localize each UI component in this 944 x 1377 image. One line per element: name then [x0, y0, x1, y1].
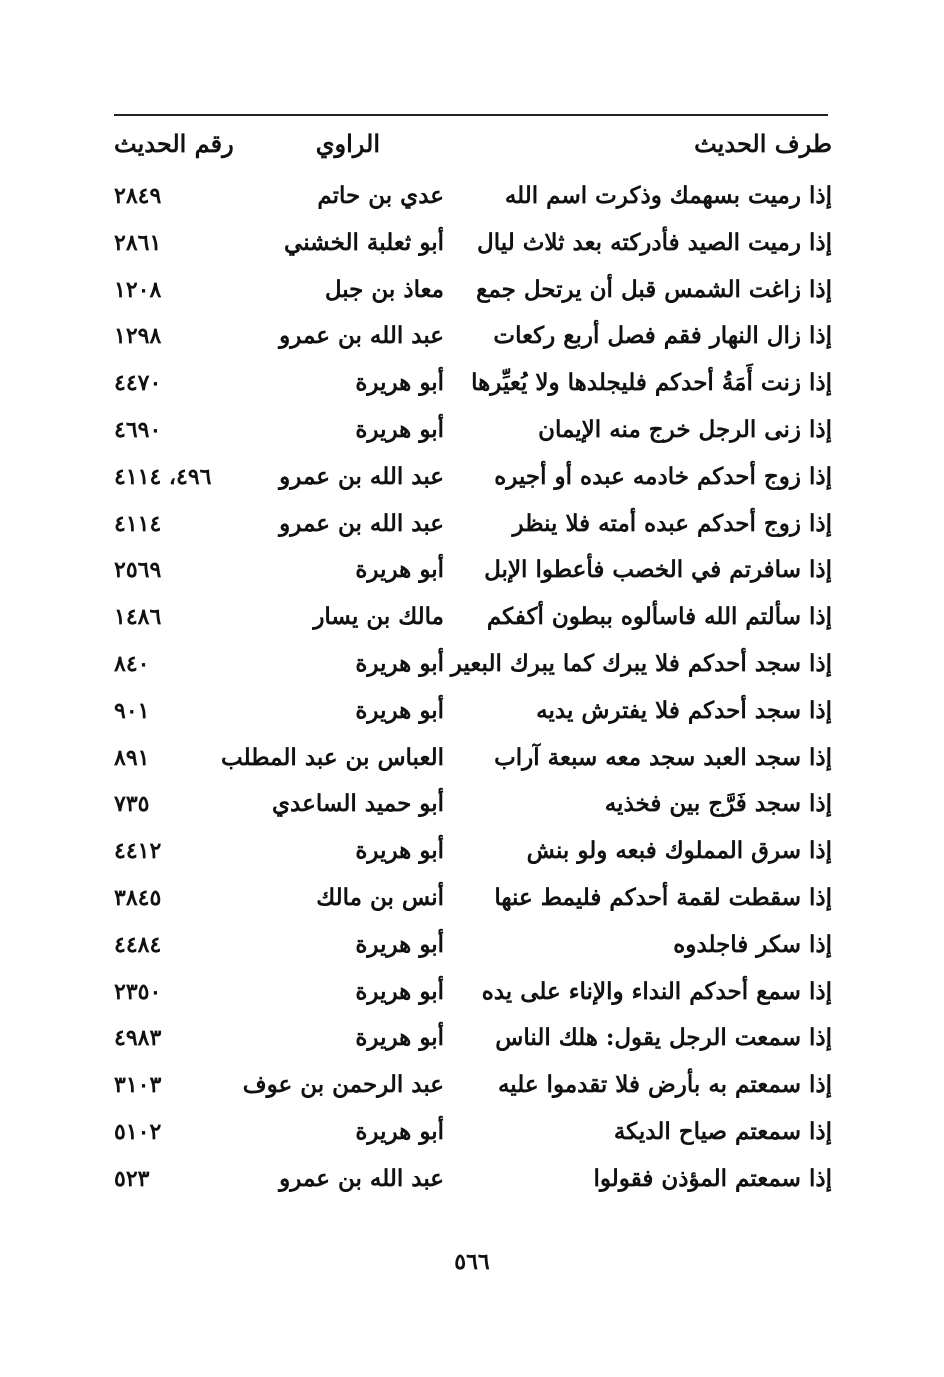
- table-row: [114, 925, 832, 965]
- table-row: [114, 878, 832, 918]
- hadith-number: ١٢٠٨: [114, 276, 162, 303]
- narrator: أبو هريرة: [355, 696, 444, 724]
- page-number: ٥٦٦: [454, 1249, 490, 1275]
- hadith-text: إذا رميت بسهمك وذكرت اسم الله: [504, 182, 832, 209]
- narrator: أبو هريرة: [355, 1118, 444, 1145]
- hadith-text: إذا سمعت الرجل يقول: هلك الناس: [495, 1024, 832, 1052]
- hadith-text: إذا سمعتم المؤذن فقولوا: [593, 1164, 832, 1192]
- table-row: [114, 176, 832, 216]
- hadith-number: ٧٣٥: [114, 791, 150, 818]
- table-row: [114, 644, 832, 684]
- table-row: [114, 270, 832, 310]
- hadith-number: ٨٤٠: [114, 651, 150, 677]
- table-row: [114, 1065, 832, 1105]
- table-row: [114, 597, 832, 637]
- hadith-text: إذا سجد العبد سجد معه سبعة آراب: [494, 743, 832, 771]
- hadith-text: إذا سقطت لقمة أحدكم فليمط عنها: [494, 884, 832, 911]
- hadith-text: إذا سألتم الله فاسألوه ببطون أكفكم: [486, 603, 832, 631]
- narrator: عبد الله بن عمرو: [279, 322, 444, 350]
- hadith-text: إذا سرق المملوك فبعه ولو بنش: [526, 837, 832, 865]
- hadith-text: إذا زوج أحدكم عبده أمته فلا ينظر: [512, 509, 832, 537]
- hadith-text: إذا سمع أحدكم النداء والإناء على يده: [481, 977, 832, 1005]
- narrator-header: الراوي: [315, 129, 380, 158]
- table-row: [114, 410, 832, 450]
- narrator: معاذ بن جبل: [324, 275, 444, 303]
- table-row: [114, 831, 832, 871]
- hadith-number: ٣٨٤٥: [114, 885, 162, 911]
- hadith-text: إذا سكر فاجلدوه: [673, 930, 832, 958]
- table-row: [114, 316, 832, 356]
- table-row: [114, 691, 832, 731]
- narrator: أنس بن مالك: [316, 884, 444, 911]
- narrator: أبو هريرة: [355, 556, 444, 584]
- hadith-text: إذا زوج أحدكم خادمه عبده أو أجيره: [494, 462, 832, 490]
- narrator: أبو هريرة: [355, 837, 444, 865]
- narrator: عبد الله بن عمرو: [279, 462, 444, 490]
- narrator: أبو ثعلبة الخشني: [284, 228, 444, 256]
- hadith-text-header: طرف الحديث: [694, 129, 832, 158]
- narrator: مالك بن يسار: [313, 603, 444, 631]
- hadith-text: إذا زنى الرجل خرج منه الإيمان: [538, 416, 832, 443]
- table-row: [114, 457, 832, 497]
- hadith-number: ٢٣٥٠: [114, 978, 162, 1005]
- narrator: عدي بن حاتم: [317, 182, 444, 209]
- hadith-number: ٤٩٦، ٤١١٤: [114, 463, 212, 490]
- hadith-number: ٢٨٤٩: [114, 183, 162, 209]
- hadith-text: إذا زاغت الشمس قبل أن يرتحل جمع: [476, 275, 832, 303]
- narrator: أبو هريرة: [355, 930, 444, 958]
- table-row: [114, 550, 832, 590]
- hadith-number: ٥١٠٢: [114, 1119, 162, 1145]
- narrator: عبد الرحمن بن عوف: [242, 1071, 444, 1099]
- hadith-number: ١٤٨٦: [114, 604, 162, 631]
- hadith-number: ٤٤٨٤: [114, 931, 162, 958]
- table-row: [114, 738, 832, 778]
- hadith-text: إذا سجد أحدكم فلا يفترش يديه: [536, 696, 832, 724]
- hadith-text: إذا رميت الصيد فأدركته بعد ثلاث ليال: [477, 228, 832, 256]
- hadith-number: ٤٤١٢: [114, 838, 162, 865]
- hadith-number-header: رقم الحديث: [114, 129, 234, 158]
- table-row: [114, 1018, 832, 1058]
- table-row: [114, 784, 832, 824]
- hadith-number: ٤٦٩٠: [114, 417, 162, 443]
- hadith-number: ٤٩٨٣: [114, 1025, 162, 1052]
- narrator: أبو هريرة: [355, 1024, 444, 1052]
- narrator: أبو هريرة: [355, 650, 444, 677]
- hadith-number: ٩٠١: [114, 697, 150, 724]
- table-row: [114, 972, 832, 1012]
- hadith-number: ١٢٩٨: [114, 323, 162, 350]
- hadith-number: ٢٨٦١: [114, 229, 162, 256]
- hadith-number: ٢٥٦٩: [114, 557, 162, 584]
- hadith-number: ٤١١٤: [114, 510, 162, 537]
- hadith-number: ٣١٠٣: [114, 1072, 162, 1099]
- hadith-number: ٨٩١: [114, 744, 150, 771]
- narrator: العباس بن عبد المطلب: [221, 743, 444, 771]
- hadith-text: إذا سافرتم في الخصب فأعطوا الإبل: [484, 556, 832, 584]
- hadith-text: إذا سجد فَرَّج بين فخذيه: [604, 790, 832, 818]
- narrator: أبو هريرة: [355, 369, 444, 397]
- table-row: [114, 1159, 832, 1199]
- narrator: عبد الله بن عمرو: [279, 509, 444, 537]
- hadith-text: إذا سجد أحدكم فلا يبرك كما يبرك البعير: [450, 650, 832, 677]
- hadith-text: إذا زال النهار فقم فصل أربع ركعات: [493, 322, 832, 350]
- hadith-text: إذا زنت أَمَةُ أحدكم فليجلدها ولا يُعيِّرها: [471, 369, 832, 397]
- narrator: أبو هريرة: [355, 416, 444, 443]
- narrator: أبو هريرة: [355, 977, 444, 1005]
- hadith-number: ٤٤٧٠: [114, 370, 162, 397]
- table-row: [114, 1112, 832, 1152]
- narrator: عبد الله بن عمرو: [279, 1164, 444, 1192]
- hadith-text: إذا سمعتم به بأرض فلا تقدموا عليه: [497, 1071, 832, 1099]
- table-header: [114, 122, 832, 166]
- table-row: [114, 363, 832, 403]
- hadith-number: ٥٢٣: [114, 1165, 150, 1192]
- narrator: أبو حميد الساعدي: [272, 790, 444, 818]
- table-row: [114, 504, 832, 544]
- hadith-text: إذا سمعتم صياح الديكة: [613, 1118, 832, 1145]
- top-rule: [114, 114, 828, 116]
- table-row: [114, 223, 832, 263]
